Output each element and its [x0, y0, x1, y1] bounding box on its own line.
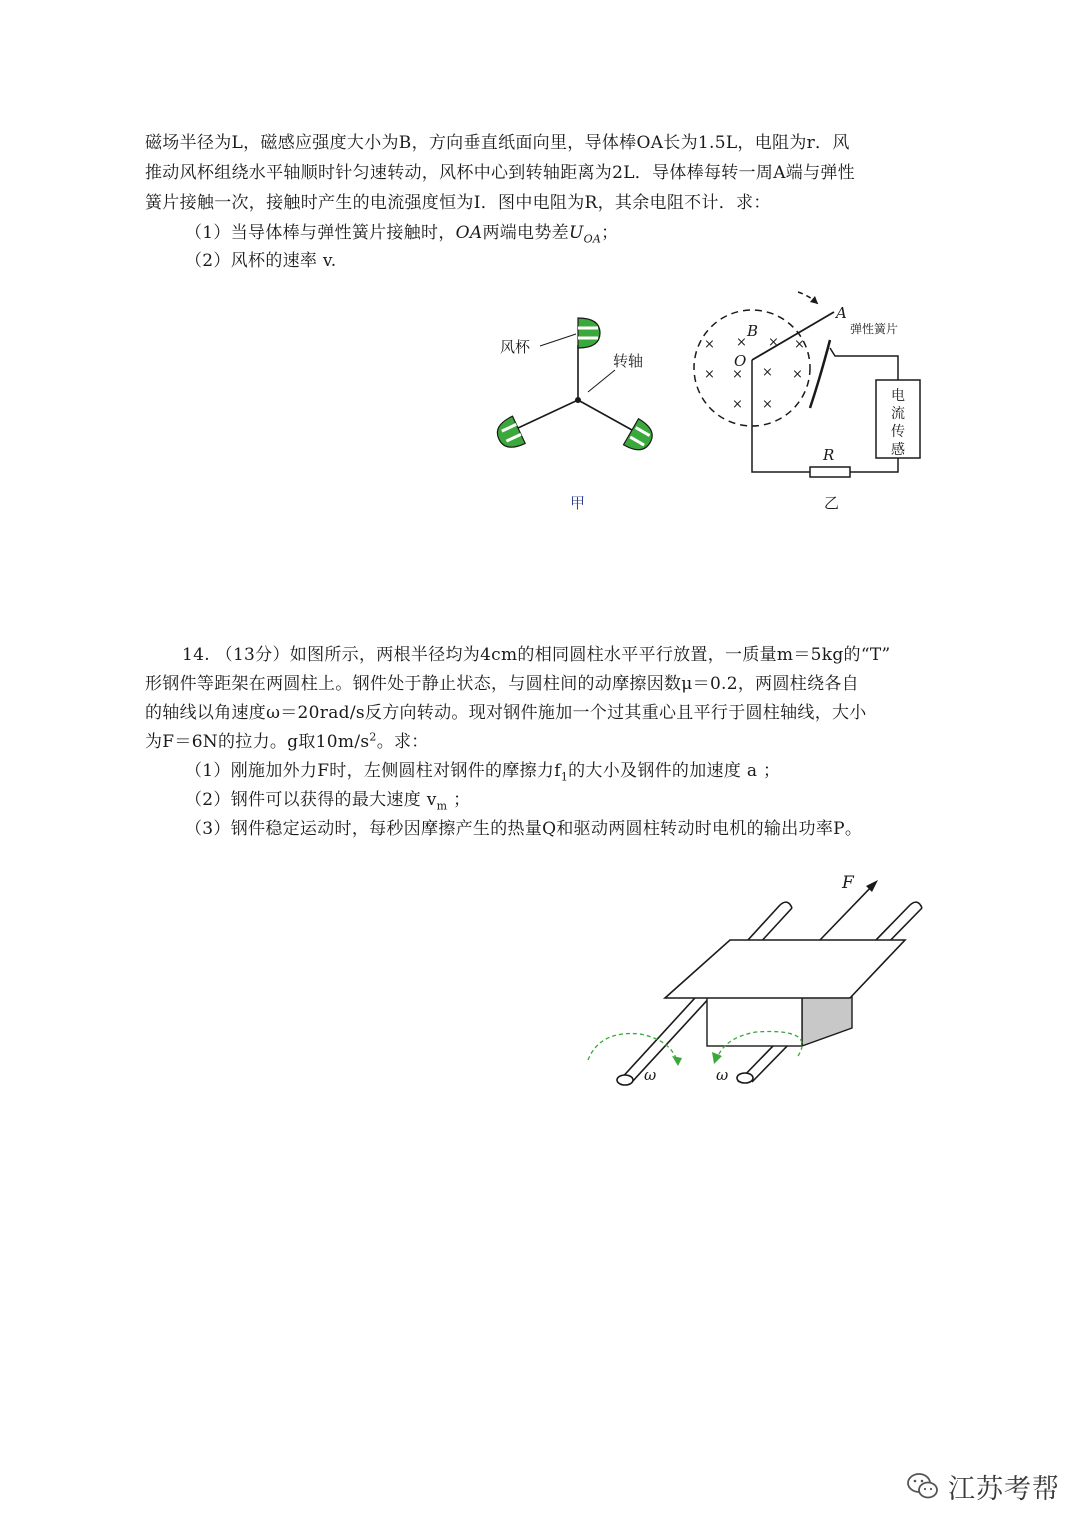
omega-arrow-left — [588, 1034, 678, 1064]
p13-line-2: 推动风杯组绕水平轴顺时针匀速转动，风杯中心到转轴距离为2L．导体棒每转一周A端与弹性 — [145, 163, 855, 183]
p13-line-3: 簧片接触一次，接触时产生的电流强度恒为I．图中电阻为R，其余电阻不计．求： — [145, 193, 771, 213]
resistor-R — [810, 467, 850, 477]
q1-oa: OA — [455, 223, 483, 243]
label-B: B — [747, 322, 759, 340]
label-omega-left: ω — [644, 1066, 657, 1084]
caption-jia: 甲 — [570, 494, 586, 512]
figure-yi — [690, 278, 930, 518]
t-plate — [665, 940, 905, 998]
watermark — [906, 1463, 1060, 1509]
label-axis: 转轴 — [613, 352, 644, 370]
watermark-text: 江苏考帮 — [948, 1473, 1060, 1505]
svg-text:×: × — [736, 335, 747, 350]
sensor-char-3: 传 — [891, 424, 905, 440]
p14-question-2 — [185, 789, 470, 811]
cup-right-icon — [624, 419, 658, 456]
svg-text:×: × — [762, 397, 773, 412]
figure-14 — [580, 860, 940, 1090]
q1-text-a: （1）当导体棒与弹性簧片接触时， — [185, 223, 456, 243]
field-crosses — [704, 335, 805, 412]
svg-text:×: × — [762, 365, 773, 380]
svg-text:×: × — [794, 337, 805, 352]
svg-text:×: × — [704, 337, 715, 352]
label-A: A — [836, 304, 847, 322]
q1-u: U — [568, 223, 584, 243]
q1-text-c: 两端电势差 — [482, 223, 569, 243]
label-spring: 弹性簧片 — [850, 322, 899, 336]
p14-line-4-sup: 2 — [369, 730, 377, 744]
svg-text:×: × — [732, 367, 743, 382]
svg-text:×: × — [704, 367, 715, 382]
cup-left-icon — [493, 416, 526, 452]
sensor-char-2: 流 — [891, 406, 905, 422]
figure-jia — [480, 300, 680, 530]
axis-center — [575, 397, 581, 403]
sensor-char-4: 感 — [891, 442, 905, 458]
p14-q1-b: 的大小及钢件的加速度 a ； — [568, 761, 781, 781]
label-R: R — [823, 446, 835, 464]
p14-line-2: 形钢件等距架在两圆柱上。钢件处于静止状态，与圆柱间的动摩擦因数μ＝0.2，两圆柱绕各自 — [145, 674, 859, 694]
wechat-icon — [906, 1471, 940, 1501]
p14-q1-sub: 1 — [560, 770, 569, 784]
caption-yi: 乙 — [824, 494, 840, 512]
p13-line-1: 磁场半径为L，磁感应强度大小为B，方向垂直纸面向里，导体棒OA长为1.5L，电阻为r．风 — [145, 133, 850, 153]
p14-line-4-b: 。求： — [376, 732, 429, 752]
sensor-char-1: 电 — [891, 388, 905, 404]
p14-question-3: （3）钢件稳定运动时，每秒因摩擦产生的热量Q和驱动两圆柱转动时电机的输出功率P。 — [185, 819, 863, 839]
p14-line-3: 的轴线以角速度ω＝20rad/s反方向转动。现对钢件施加一个过其重心且平行于圆柱轴线，大小 — [145, 703, 867, 723]
p14-q2-a: （2）钢件可以获得的最大速度 v — [185, 790, 437, 810]
p14-q2-sub: m — [436, 799, 448, 813]
svg-text:×: × — [768, 335, 779, 350]
p14-q1-a: （1）刚施加外力F时，左侧圆柱对钢件的摩擦力f — [185, 761, 561, 781]
cup-top-icon — [578, 318, 600, 348]
label-cup: 风杯 — [500, 338, 531, 356]
p13-question-1 — [185, 222, 618, 244]
p14-line-4-a: 为F＝6N的拉力。g取10m/s — [145, 732, 370, 752]
label-F: F — [842, 873, 854, 893]
rod-OA — [752, 312, 834, 360]
svg-text:×: × — [732, 397, 743, 412]
p14-q2-b: ； — [447, 790, 471, 810]
label-O: O — [734, 352, 747, 370]
q1-text-e: ； — [601, 223, 619, 243]
p14-line-4 — [145, 731, 429, 753]
p14-line-1: 14. （13分）如图所示，两根半径均为4cm的相同圆柱水平平行放置，一质量m＝5kg的“T” — [182, 645, 891, 665]
svg-text:×: × — [792, 367, 803, 382]
spring-strip — [810, 340, 830, 408]
block-front — [707, 996, 802, 1046]
p14-question-1 — [185, 760, 780, 782]
p13-question-2: （2）风杯的速率 v. — [185, 251, 337, 271]
label-omega-right: ω — [716, 1066, 729, 1084]
q1-u-sub: OA — [583, 232, 602, 246]
